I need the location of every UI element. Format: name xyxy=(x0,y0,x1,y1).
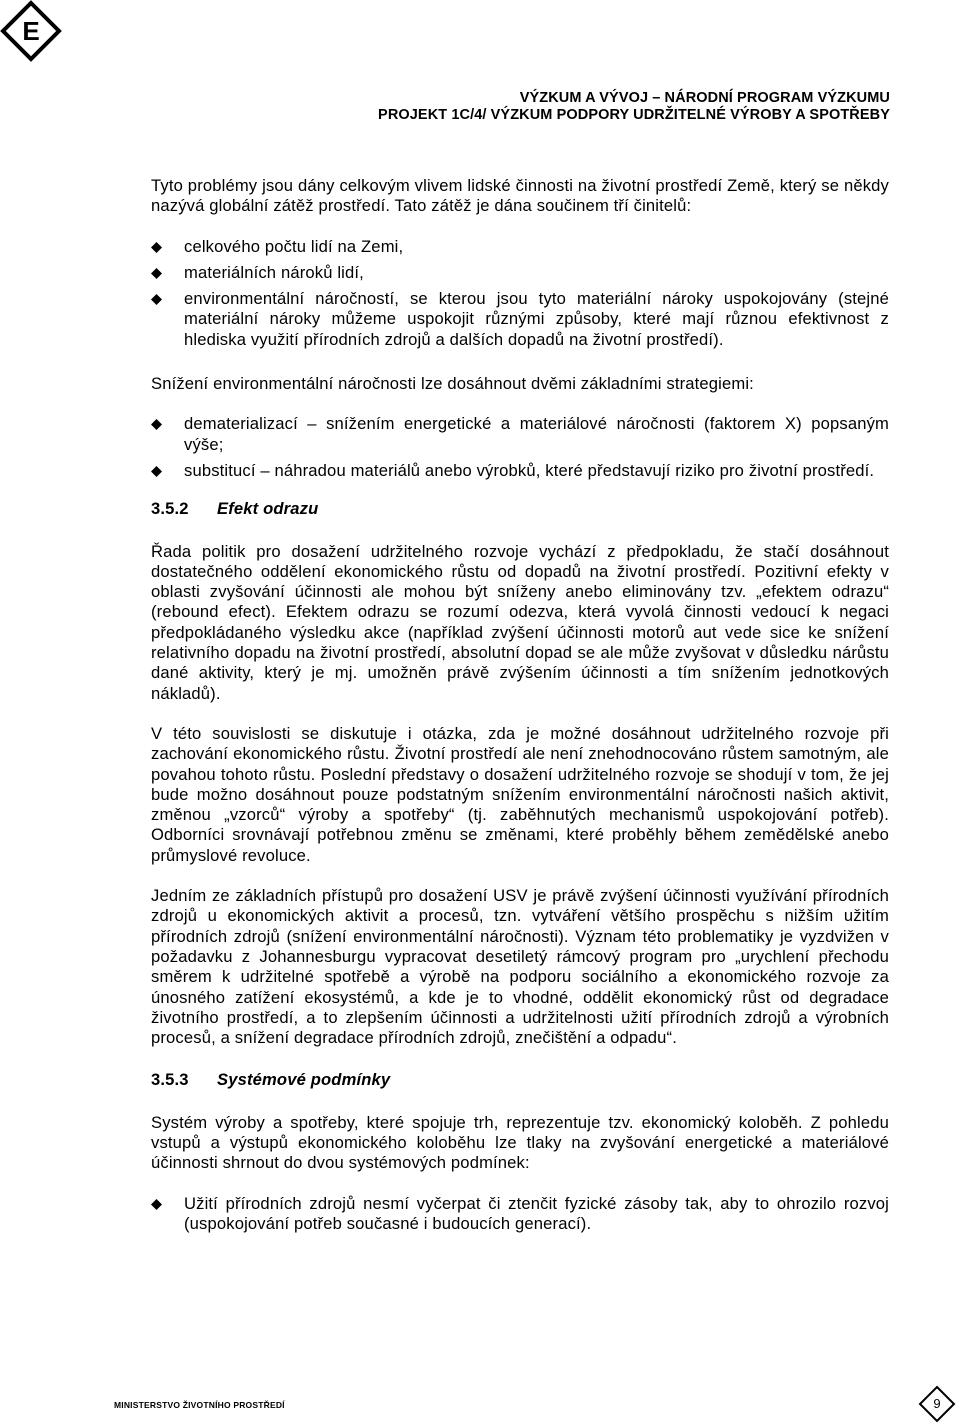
e-diamond-logo-icon xyxy=(0,0,62,62)
footer-ministry: MINISTERSTVO ŽIVOTNÍHO PROSTŘEDÍ xyxy=(114,1400,285,1410)
diamond-bullet-icon xyxy=(151,1199,162,1210)
system-paragraph: Systém výroby a spotřeby, které spojuje trh, reprezentuje tzv. ekonomický koloběh. Z pohledu vstupů a výstupů ekonomického koloběhu lze tlaky na zvyšování energetické a materiálové účinnosti shrnout do dvou systémových podmínek: xyxy=(151,1112,889,1173)
section-heading-3-5-3 xyxy=(151,1070,889,1090)
diamond-bullet-icon xyxy=(151,294,162,305)
list-item-text: materiálních nároků lidí, xyxy=(184,262,364,282)
section-number: 3.5.3 xyxy=(151,1070,189,1090)
strategies-list xyxy=(151,414,889,481)
rebound-paragraph: Řada politik pro dosažení udržitelného rozvoje vychází z předpokladu, že stačí dosáhnout dostatečného oddělení ekonomického růstu od dopadů na životní prostředí. Pozitivní efekty v oblasti zvyšování účinnosti ale mohou být sníženy anebo eliminovány tzv. „efektem odrazu“ (rebound efect). Efektem odrazu se rozumí odezva, která vyvolá činnosti vedoucí k negaci předpokládaného výsledku akce (například zvýšení účinnosti motorů aut vede sice ke snížení relativního dopadu na životní prostředí, absolutní dopad se ale může zvyšovat v důsledku nárůstu dané aktivity, který je mj. umožněn právě zvýšením účinnosti a tím snížením jednotkových nákladů). xyxy=(151,541,889,703)
diamond-bullet-icon xyxy=(151,268,162,279)
diamond-bullet-icon xyxy=(151,419,162,430)
list-item-text: substitucí – náhradou materiálů anebo výrobků, které představují riziko pro životní prostředí. xyxy=(184,460,875,480)
section-title: Systémové podmínky xyxy=(217,1070,391,1090)
list-item xyxy=(151,237,889,257)
header-project: PROJEKT 1C/4/ VÝZKUM PODPORY UDRŽITELNÉ VÝROBY A SPOTŘEBY xyxy=(378,107,890,123)
list-item xyxy=(151,414,889,455)
logo-letter: E xyxy=(22,16,40,46)
conditions-list xyxy=(151,1194,889,1235)
list-item xyxy=(151,263,889,283)
list-item-text: celkového počtu lidí na Zemi, xyxy=(184,236,404,256)
header-program: VÝZKUM A VÝVOJ – NÁRODNÍ PROGRAM VÝZKUMU xyxy=(519,90,890,106)
diamond-bullet-icon xyxy=(151,242,162,253)
usv-paragraph: Jedním ze základních přístupů pro dosažení USV je právě zvýšení účinnosti využívání přírodních zdrojů u ekonomických aktivit a procesů, tzn. vytváření většího prospěchu s nižším užitím přírodních zdrojů (snížení environmentální náročnosti). Význam této problematiky je vyzdvižen v požadavku z Johannesburgu vypracovat desetiletý rámcový program pro „urychlení přechodu směrem k udržitelné spotřebě a výrobě na podporu sociálního a ekonomického rozvoje za únosného zatížení ekosystémů, a kde je to vhodné, oddělit ekonomický růst od degradace životního prostředí, a to zlepšením účinnosti a udržitelnosti užití přírodních zdrojů a výrobních procesů, a snížení degradace přírodních zdrojů, znečištění a odpadu“. xyxy=(151,886,889,1048)
section-heading-3-5-2 xyxy=(151,499,889,519)
context-paragraph: V této souvislosti se diskutuje i otázka, zda je možné dosáhnout udržitelného rozvoje při zachování ekonomického růstu. Životní prostředí ale není znehodnocováno růstem samotným, ale povahou tohoto růstu. Poslední představy o dosažení udržitelného rozvoje se shodují v tom, že jej bude možno dosáhnout pouze podstatným snížením environmentální náročnosti našich aktivit, změnou „vzorců“ výroby a spotřeby“ (tj. zaběhnutých mechanismů uspokojování potřeb). Odborníci srovnávají potřebnou změnu se změnami, které proběhly během zemědělské anebo průmyslové revoluce. xyxy=(151,723,889,865)
diamond-bullet-icon xyxy=(151,466,162,477)
page-number: 9 xyxy=(933,1396,941,1411)
list-item xyxy=(151,1194,889,1235)
list-item xyxy=(151,461,889,481)
list-item-text: environmentální náročností, se kterou jsou tyto materiální nároky uspokojovány (stejné materiální nároky můžeme uspokojit různými způsoby, které mají různou efektivnost z hlediska využití přírodních zdrojů a dalších dopadů na životní prostředí). xyxy=(184,289,889,349)
reduction-paragraph: Snížení environmentální náročnosti lze dosáhnout dvěmi základními strategiemi: xyxy=(151,374,754,394)
intro-paragraph: Tyto problémy jsou dány celkovým vlivem lidské činnosti na životní prostředí Země, který se někdy nazývá globální zátěž prostředí. Tato zátěž je dána součinem tří činitelů: xyxy=(151,176,889,216)
section-title: Efekt odrazu xyxy=(217,499,319,519)
document-header xyxy=(378,90,890,124)
list-item xyxy=(151,289,889,350)
factors-list xyxy=(151,237,889,350)
list-item-text: Užití přírodních zdrojů nesmí vyčerpat či ztenčit fyzické zásoby tak, aby to ohrozilo rozvoj (uspokojování potřeb současné i budoucích generací). xyxy=(184,1193,889,1233)
list-item-text: dematerializací – snížením energetické a materiálové náročnosti (faktorem X) popsaným výše; xyxy=(184,414,889,454)
section-number: 3.5.2 xyxy=(151,499,189,519)
document-body xyxy=(151,176,889,1234)
